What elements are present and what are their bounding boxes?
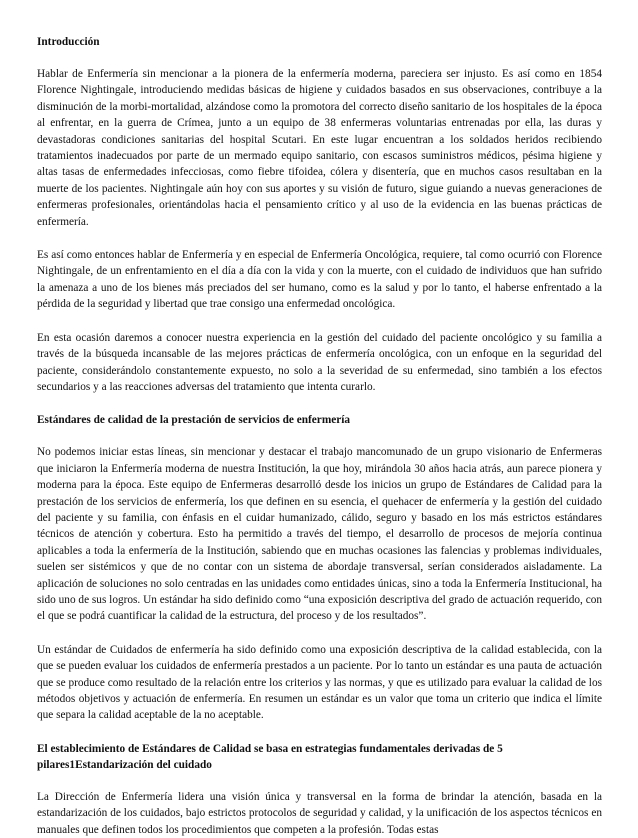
section-heading-introduction: Introducción <box>37 36 100 48</box>
paragraph-experience: En esta ocasión daremos a conocer nuestra experiencia en la gestión del cuidado del paciente oncológico y su familia a través de la búsqueda incansable de las mejores prácticas de enfermería oncológica, con un enfoque en la seguridad del paciente, considerándolo constantemente expuesto, no solo a la severidad de su enfermedad, sino también a los efectos secundarios y a las reacciones adversas del tratamiento que intenta curarlo. <box>37 331 602 393</box>
paragraph-nightingale-history: Hablar de Enfermería sin mencionar a la pionera de la enfermería moderna, pareciera ser injusto. Es así como en 1854 Florence Nightingale, introduciendo medidas básicas de higiene y cuidados basados en sus observaciones, contribuye a la disminución de la morbi-mortalidad, alzándose como la promotora del correcto diseño sanitario de los hospitales de la época al enfrentar, en la guerra de Crímea, junto a un equipo de 38 enfermeras voluntarias entrenadas por ella, las duras y devastadoras condiciones sanitarias del hospital Scutari. En este lugar encuentran a los soldados heridos recibiendo tratamientos inadecuados por parte de un mermado equipo sanitario, con escasos suministros médicos, pésima higiene y altas tasas de enfermedades infecciosas, como fiebre tifoidea, cólera y disentería, que en muchos casos resultaban en la muerte de los pacientes. Nightingale aún hoy con sus aportes y su visión de futuro, sigue guiando a nuevas generaciones de enfermeras profesionales, orientándolas hacia el pensamiento crítico y al uso de la evidencia en las buenas prácticas de enfermería. <box>37 68 602 228</box>
section-heading-pillars-line2: pilares1Estandarización del cuidado <box>37 758 212 771</box>
section-heading-quality-standards: Estándares de calidad de la prestación de servicios de enfermería <box>37 414 351 427</box>
paragraph-visionary-nurses: No podemos iniciar estas líneas, sin mencionar y destacar el trabajo mancomunado de un grupo visionario de Enfermeras que iniciaron la Enfermería moderna de nuestra Institución, la que hoy, mirándola 30 años hacia atrás, aun parece pionera y moderna para la época. Este equipo de Enfermeras desarrolló desde los inicios un grupo de Estándares de Calidad para la prestación de los servicios de enfermería, los que definen en su esencia, el quehacer de enfermería y la gestión del cuidado del paciente y su familia, con énfasis en el cuidar humanizado, cálido, seguro y basado en los más estrictos estándares técnicos de atención y cobertura. Esto ha permitido a través del tiempo, el desarrollo de procesos de mejoría continua aplicables a toda la enfermería de la Institución, sabiendo que en muchas ocasiones las falencias y problemas individuales, suelen ser sistémicos y que de no contar con un sistema de abordaje transversal, serían considerados aisladamente. La aplicación de soluciones no solo centradas en las unidades como entidades únicas, sino a toda la Enfermería Institucional, ha sido uno de sus logros. Un estándar ha sido definido como “una exposición descriptiva del grado de actuación requerido, con el que se podrá cuantificar la calidad de la estructura, del proceso y de los resultados”. <box>37 446 603 623</box>
paragraph-standard-definition: Un estándar de Cuidados de enfermería ha sido definido como una exposición descriptiva de la calidad establecida, con la que se pueden evaluar los cuidados de enfermería prestados a un paciente. Por lo tanto un estándar es una pauta de actuación que se produce como resultado de la relación entre los criterios y las normas, y que es utilizado para evaluar la calidad de los métodos objetivos y actuación de enfermería. En resumen un estándar es un valor que toma un criterio que indica el límite que separa la calidad aceptable de la no aceptable. <box>37 643 602 722</box>
section-heading-pillars <box>37 741 602 773</box>
paragraph-nursing-direction: La Dirección de Enfermería lidera una visión única y transversal en la forma de brindar la atención, basada en la estandarización de los cuidados, bajo estrictos protocolos de seguridad y calidad, y la unificación de los aspectos técnicos en manuales que definen todos los procedimientos que competen a la profesión. Todas estas <box>37 790 602 836</box>
section-heading-pillars-line1: El establecimiento de Estándares de Calidad se basa en estrategias fundamentales derivadas de 5 <box>37 742 503 755</box>
paragraph-oncology-nursing: Es así como entonces hablar de Enfermería y en especial de Enfermería Oncológica, requiere, tal como ocurrió con Florence Nightingale, de un enfrentamiento en el día a día con la vida y con la muerte, con el cuidado de individuos que han sufrido la amenaza a uno de los bienes más preciados del ser humano, como es la salud y por lo tanto, el haberse enfrentado a la pérdida de la seguridad y libertad que trae consigo una enfermedad oncológica. <box>37 249 602 311</box>
